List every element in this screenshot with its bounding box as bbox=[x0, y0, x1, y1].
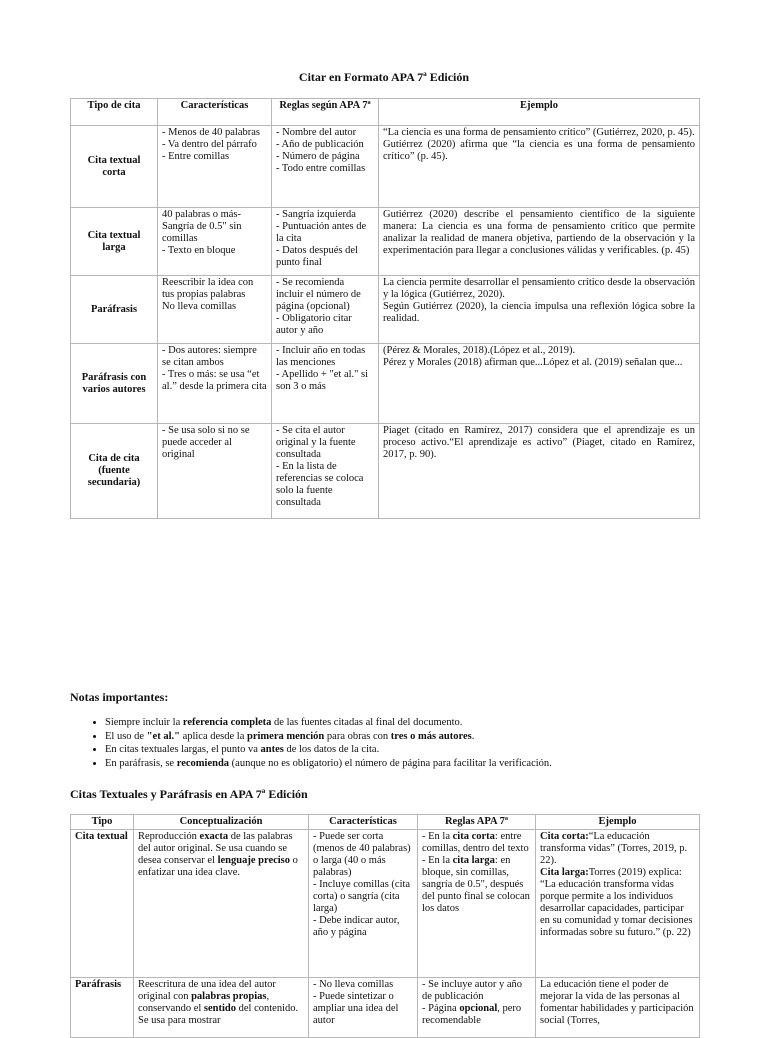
header-cell: Reglas APA 7ª bbox=[418, 815, 536, 830]
table-row bbox=[71, 208, 700, 276]
table-row bbox=[71, 276, 700, 344]
example-cell bbox=[379, 126, 700, 208]
table-row bbox=[71, 830, 700, 978]
text-line: - Apellido + "et al." si son 3 o más bbox=[276, 369, 369, 392]
header-cell: Tipo de cita bbox=[71, 99, 158, 126]
text-line: - Número de página bbox=[276, 151, 360, 162]
text-line: - Nombre del autor bbox=[276, 127, 357, 138]
table-row bbox=[71, 344, 700, 424]
example-cell: Gutiérrez (2020) describe el pensamiento científico de la siguiente manera: La ciencia es una forma de pensamiento crítico que permite analizar la realidad de manera objetiva, partiendo de la observación y la experimentación para llegar a conclusiones válidas y verificables. (p. 45) bbox=[379, 208, 700, 276]
text-line: - Puntuación antes de la cita bbox=[276, 221, 367, 244]
rules-cell bbox=[272, 424, 379, 519]
text-line: - Menos de 40 palabras bbox=[162, 127, 260, 138]
rules-cell bbox=[418, 978, 536, 1038]
text-line: - No lleva comillas bbox=[313, 979, 394, 990]
text-line: “La ciencia es una forma de pensamiento crítico” (Gutiérrez, 2020, p. 45). bbox=[383, 127, 695, 138]
text-line: La ciencia permite desarrollar el pensamiento crítico desde la observación y la lógica (Gutiérrez, 2020). bbox=[383, 277, 695, 300]
characteristics-cell: - Se usa solo si no se puede acceder al original bbox=[158, 424, 272, 519]
example-cell: La educación tiene el poder de mejorar la vida de las personas al fomentar habilidades y participación social (Torres, bbox=[536, 978, 700, 1038]
header-cell: Características bbox=[158, 99, 272, 126]
example-cell bbox=[379, 344, 700, 424]
text-line: - Incluye comillas (cita corta) o sangría (cita larga) bbox=[313, 879, 411, 914]
concept-cell: Reproducción exacta de las palabras del autor original. Se usa cuando se desea conservar el lenguaje preciso o enfatizar una idea clave. bbox=[134, 830, 309, 978]
rules-cell bbox=[418, 830, 536, 978]
example-cell bbox=[379, 276, 700, 344]
text-line: No lleva comillas bbox=[162, 301, 237, 312]
text-line: - Debe indicar autor, año y página bbox=[313, 915, 400, 938]
characteristics-cell bbox=[158, 344, 272, 424]
characteristics-cell bbox=[309, 830, 418, 978]
text-line: Cita corta:“La educación transforma vidas” (Torres, 2019, p. 22). bbox=[540, 831, 688, 866]
text-line: - En la cita larga: en bloque, sin comillas, sangría de 0.5", después del punto final se colocan los datos bbox=[422, 855, 530, 914]
notes-list bbox=[70, 716, 765, 770]
characteristics-cell bbox=[158, 276, 272, 344]
header-cell: Ejemplo bbox=[379, 99, 700, 126]
text-line: Según Gutiérrez (2020), la ciencia impulsa una reflexión lógica sobre la realidad. bbox=[383, 301, 695, 324]
cita-type: Cita textual larga bbox=[71, 208, 158, 276]
text-line: - Se cita el autor original y la fuente consultada bbox=[276, 425, 356, 460]
text-line: - Entre comillas bbox=[162, 151, 230, 162]
cita-type: Cita textual corta bbox=[71, 126, 158, 208]
list-item: • Siempre incluir la referencia completa de las fuentes citadas al final del documento. bbox=[105, 716, 765, 730]
text-line: 40 palabras o más- Sangría de 0.5" sin comillas bbox=[162, 209, 242, 244]
cita-type: Cita de cita (fuente secundaria) bbox=[71, 424, 158, 519]
cita-type: Paráfrasis con varios autores bbox=[71, 344, 158, 424]
example-cell bbox=[536, 830, 700, 978]
text-line: - Se recomienda incluir el número de página (opcional) bbox=[276, 277, 361, 312]
text-line: (Pérez & Morales, 2018).(López et al., 2019). bbox=[383, 345, 576, 356]
list-item: • El uso de "et al." aplica desde la primera mención para obras con tres o más autores. bbox=[105, 730, 765, 744]
text-line: - Datos después del punto final bbox=[276, 245, 358, 268]
rules-cell bbox=[272, 126, 379, 208]
characteristics-cell bbox=[158, 208, 272, 276]
characteristics-cell bbox=[309, 978, 418, 1038]
rules-cell bbox=[272, 344, 379, 424]
text-line: Gutiérrez (2020) afirma que “la ciencia es una forma de pensamiento crítico” (p. 45). bbox=[383, 139, 695, 162]
cita-type: Cita textual bbox=[71, 830, 134, 978]
table-row bbox=[71, 126, 700, 208]
text-line: - Va dentro del párrafo bbox=[162, 139, 257, 150]
header-cell: Ejemplo bbox=[536, 815, 700, 830]
notes-heading: Notas importantes: bbox=[70, 690, 169, 704]
citation-table bbox=[70, 98, 700, 519]
rules-cell bbox=[272, 276, 379, 344]
text-line: - Dos autores: siempre se citan ambos bbox=[162, 345, 257, 368]
text-line: Pérez y Morales (2018) afirman que...López et al. (2019) señalan que... bbox=[383, 357, 683, 368]
text-line: Reescribir la idea con tus propias palabras bbox=[162, 277, 254, 300]
table-row bbox=[71, 424, 700, 519]
header-cell: Tipo bbox=[71, 815, 134, 830]
text-line: - Sangría izquierda bbox=[276, 209, 356, 220]
text-line: - Puede ser corta (menos de 40 palabras) o larga (40 o más palabras) bbox=[313, 831, 411, 878]
header-cell: Reglas según APA 7ª bbox=[272, 99, 379, 126]
characteristics-cell bbox=[158, 126, 272, 208]
text-line: - En la cita corta: entre comillas, dentro del texto bbox=[422, 831, 529, 854]
list-item: • En paráfrasis, se recomienda (aunque no es obligatorio) el número de página para facilitar la verificación. bbox=[105, 757, 765, 771]
text-line: - Texto en bloque bbox=[162, 245, 236, 256]
text-line: - En la lista de referencias se coloca solo la fuente consultada bbox=[276, 461, 364, 508]
apa-summary-table bbox=[70, 814, 700, 1038]
text-line: Cita larga:Torres (2019) explica: “La educación transforma vidas porque permite a los individuos desarrollar capacidades, participar en su comunidad y tomar decisiones informadas sobre su futuro.” (p. 22) bbox=[540, 867, 693, 938]
cita-type: Paráfrasis bbox=[71, 276, 158, 344]
header-cell: Conceptualización bbox=[134, 815, 309, 830]
text-line: - Incluir año en todas las menciones bbox=[276, 345, 366, 368]
document-title: Citar en Formato APA 7ª Edición bbox=[298, 70, 470, 84]
list-item: • En citas textuales largas, el punto va antes de los datos de la cita. bbox=[105, 743, 765, 757]
text-line: - Todo entre comillas bbox=[276, 163, 366, 174]
section-title: Citas Textuales y Paráfrasis en APA 7ª Edición bbox=[70, 787, 308, 801]
example-cell: Piaget (citado en Ramírez, 2017) considera que el aprendizaje es un proceso activo.“El aprendizaje es activo” (Piaget, citado en Ramírez, 2017, p. 90). bbox=[379, 424, 700, 519]
text-line: - Año de publicación bbox=[276, 139, 364, 150]
table-row bbox=[71, 978, 700, 1038]
text-line: - Se incluye autor y año de publicación bbox=[422, 979, 523, 1002]
rules-cell bbox=[272, 208, 379, 276]
concept-cell: Reescritura de una idea del autor original con palabras propias, conservando el sentido del contenido. Se usa para mostrar bbox=[134, 978, 309, 1038]
text-line: - Obligatorio citar autor y año bbox=[276, 313, 352, 336]
header-cell: Características bbox=[309, 815, 418, 830]
text-line: - Página opcional, pero recomendable bbox=[422, 1003, 522, 1026]
cita-type: Paráfrasis bbox=[71, 978, 134, 1038]
text-line: - Puede sintetizar o ampliar una idea del autor bbox=[313, 991, 399, 1026]
text-line: - Tres o más: se usa “et al.” desde la primera cita bbox=[162, 369, 267, 392]
